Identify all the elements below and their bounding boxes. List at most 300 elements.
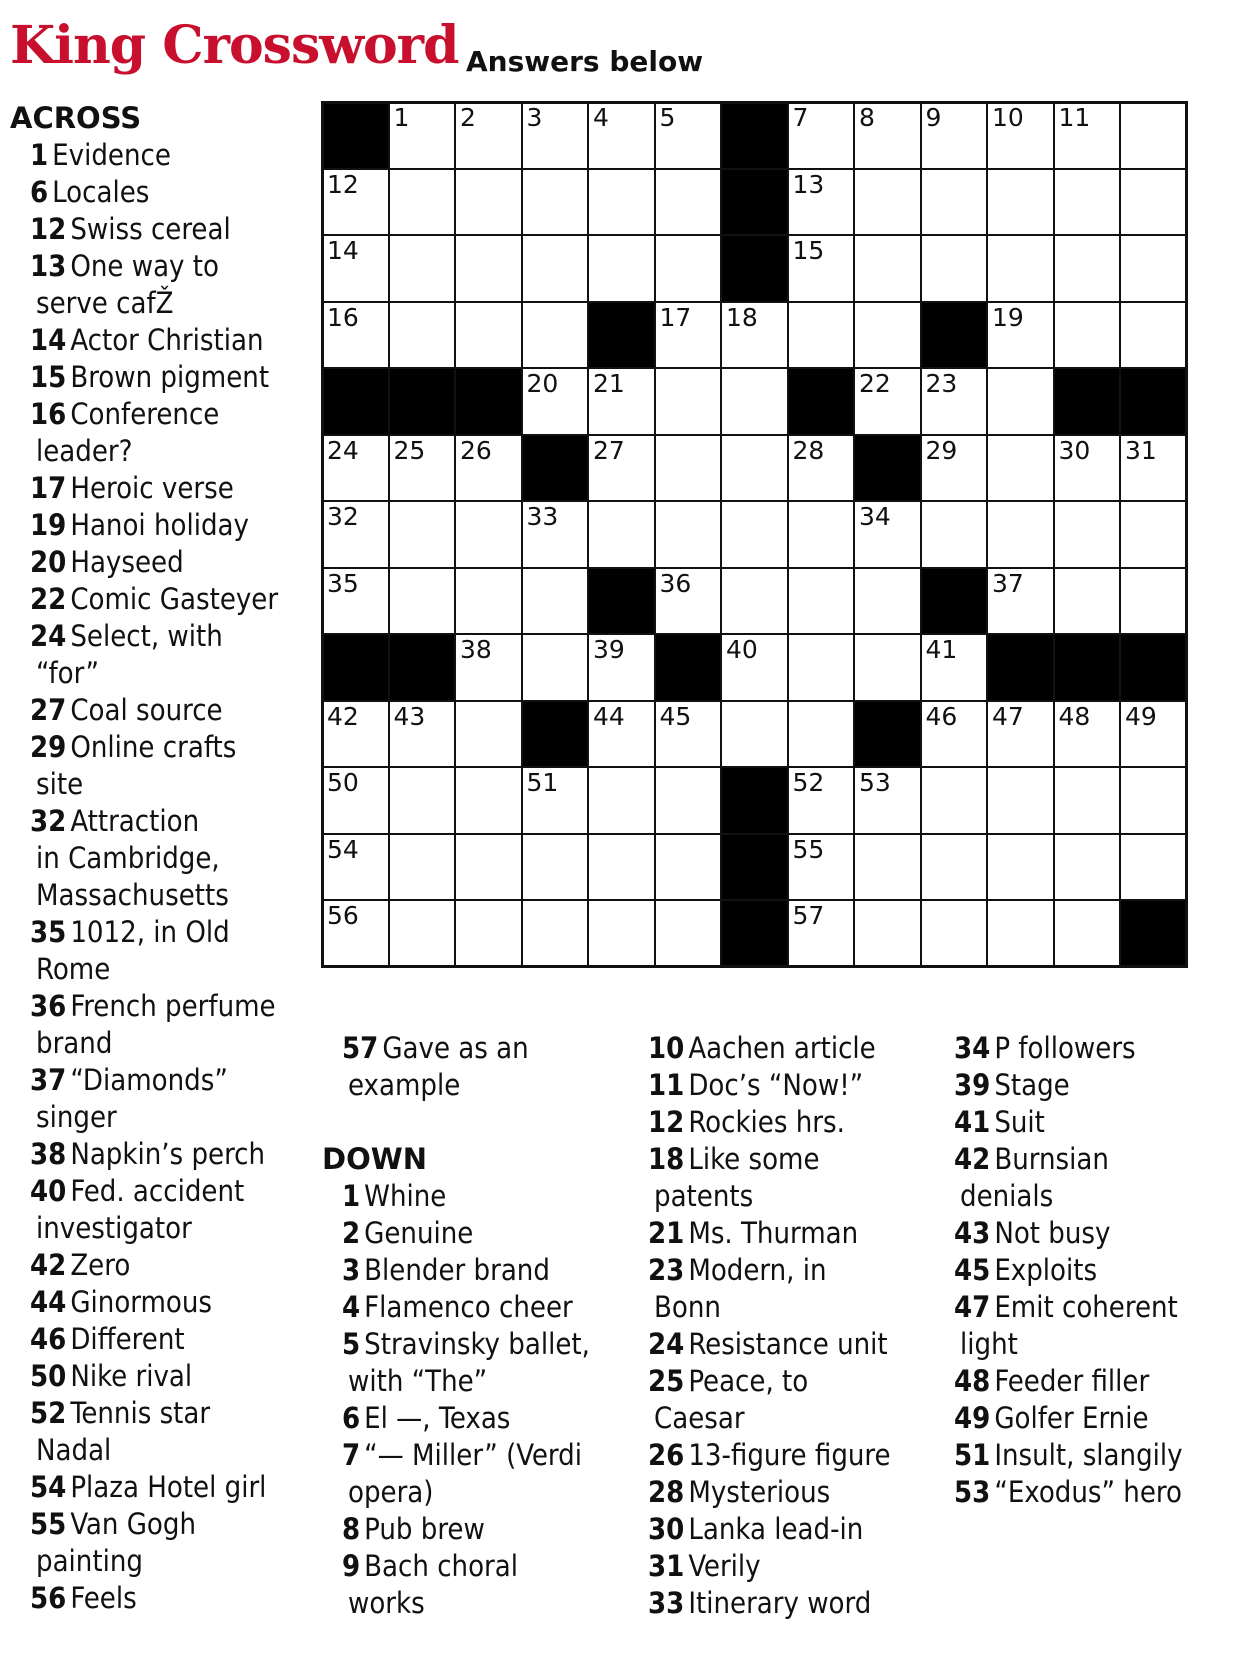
clue-line [10,1506,310,1543]
grid-cell[interactable] [522,169,589,236]
grid-cell[interactable] [322,834,389,901]
grid-cell[interactable] [921,102,988,169]
grid-cell[interactable] [854,900,921,967]
clue-number: 40 [30,1174,67,1208]
grid-cell[interactable] [854,235,921,302]
cell-number: 9 [925,103,942,132]
grid-cell[interactable] [921,501,988,568]
grid-cell[interactable] [721,634,788,701]
clue-text: Ms. Thurman [688,1216,859,1250]
grid-line [787,101,789,968]
grid-cell[interactable] [588,102,655,169]
clue-number: 51 [954,1438,991,1472]
grid-cell[interactable] [1054,235,1121,302]
clue-line [10,766,310,803]
grid-cell[interactable] [788,568,855,635]
grid-cell[interactable] [588,701,655,768]
clue-text: Mysterious [688,1475,831,1509]
cell-number: 40 [726,635,758,664]
grid-cell[interactable] [854,169,921,236]
cell-number: 44 [593,701,625,731]
clue-number: 16 [30,397,67,431]
cell-number: 4 [593,103,609,132]
grid-cell[interactable] [655,102,722,169]
grid-cell[interactable] [1054,169,1121,236]
grid-cell[interactable] [854,767,921,834]
clue-number: 43 [954,1216,991,1250]
grid-cell[interactable] [854,634,921,701]
grid-cell[interactable] [522,501,589,568]
clue-line [934,1326,1244,1363]
grid-cell[interactable] [721,501,788,568]
grid-cell[interactable] [455,701,522,768]
clue-number: 9 [342,1549,361,1583]
grid-cell[interactable] [455,568,522,635]
clue-number: 8 [342,1512,361,1546]
grid-cell[interactable] [322,701,389,768]
grid-cell[interactable] [788,302,855,369]
grid-cell[interactable] [788,102,855,169]
black-square [721,767,788,834]
black-square [1120,634,1187,701]
clue-number: 45 [954,1253,991,1287]
clue-line [10,137,310,174]
clue-text: Napkin’s perch [70,1137,266,1171]
grid-cell[interactable] [987,501,1054,568]
grid-cell[interactable] [987,169,1054,236]
grid-cell[interactable] [721,435,788,502]
grid-cell[interactable] [788,834,855,901]
grid-cell[interactable] [455,834,522,901]
clue-text: Resistance unit [688,1327,888,1361]
grid-cell[interactable] [389,501,456,568]
grid-line [521,101,523,968]
clue-text: Heroic verse [70,471,234,505]
grid-line [986,101,988,968]
clue-number: 12 [648,1105,685,1139]
grid-cell[interactable] [655,435,722,502]
clue-line [628,1067,928,1104]
clue-line [10,692,310,729]
black-square [1054,368,1121,435]
grid-cell[interactable] [921,169,988,236]
grid-cell[interactable] [987,834,1054,901]
grid-line [321,367,1188,369]
grid-cell[interactable] [455,900,522,967]
grid-cell[interactable] [389,235,456,302]
grid-cell[interactable] [389,435,456,502]
grid-cell[interactable] [987,235,1054,302]
grid-cell[interactable] [1120,102,1187,169]
grid-cell[interactable] [1054,900,1121,967]
clue-number: 39 [954,1068,991,1102]
clue-line [322,1030,622,1067]
clue-text: Actor Christian [70,323,264,357]
grid-line [321,766,1188,768]
grid-cell[interactable] [1120,701,1187,768]
clue-number: 42 [954,1142,991,1176]
grid-cell[interactable] [455,501,522,568]
grid-cell[interactable] [921,834,988,901]
grid-cell[interactable] [1120,302,1187,369]
grid-cell[interactable] [1120,767,1187,834]
clue-text: El —, Texas [364,1401,511,1435]
black-square [522,701,589,768]
grid-cell[interactable] [854,568,921,635]
grid-cell[interactable] [588,767,655,834]
grid-line [321,899,1188,901]
cell-number: 14 [327,236,359,265]
clue-line [10,433,310,470]
grid-cell[interactable] [655,767,722,834]
grid-cell[interactable] [921,368,988,435]
cell-number: 33 [526,502,559,531]
clue-number: 54 [30,1470,67,1504]
clue-line [934,1437,1244,1474]
grid-cell[interactable] [389,302,456,369]
grid-cell[interactable] [655,701,722,768]
clue-number: 46 [30,1322,67,1356]
grid-cell[interactable] [987,368,1054,435]
clue-line [322,1437,622,1474]
clue-line [628,1215,928,1252]
grid-cell[interactable] [522,767,589,834]
grid-cell[interactable] [1054,302,1121,369]
clue-line [934,1104,1244,1141]
clue-line [628,1363,928,1400]
grid-cell[interactable] [455,102,522,169]
grid-cell[interactable] [721,302,788,369]
clue-text: Pub brew [364,1512,485,1546]
clue-number: 53 [954,1475,991,1509]
grid-cell[interactable] [455,634,522,701]
black-square [721,102,788,169]
grid-cell[interactable] [655,368,722,435]
clue-number: 35 [30,915,67,949]
grid-cell[interactable] [1054,102,1121,169]
clue-number: 1 [30,138,49,172]
grid-cell[interactable] [322,900,389,967]
clue-text: Burnsian [994,1142,1109,1176]
clue-text: Stage [994,1068,1070,1102]
clue-line [10,914,310,951]
cell-number: 13 [792,169,825,199]
clue-text: Blender brand [364,1253,550,1287]
grid-cell[interactable] [788,634,855,701]
clue-number: 12 [30,212,67,246]
grid-cell[interactable] [854,834,921,901]
clue-line [10,174,310,211]
grid-cell[interactable] [522,102,589,169]
grid-cell[interactable] [322,302,389,369]
grid-cell[interactable] [1120,435,1187,502]
grid-cell[interactable] [588,169,655,236]
black-square [1054,634,1121,701]
clue-line [10,1543,310,1580]
clue-line [628,1252,928,1289]
grid-cell[interactable] [854,501,921,568]
grid-line [321,168,1188,170]
cell-number: 53 [859,768,891,797]
cell-number: 17 [659,302,692,332]
clue-number: 36 [30,989,67,1023]
cell-number: 10 [992,103,1024,132]
grid-line [1119,101,1121,968]
black-square [721,235,788,302]
clue-text: “— Miller” (Verdi [364,1438,582,1472]
grid-cell[interactable] [588,834,655,901]
clue-number: 17 [30,471,67,505]
grid-line [321,101,324,968]
grid-cell[interactable] [522,235,589,302]
clue-text: patents [654,1179,754,1213]
cell-number: 38 [460,635,492,664]
clue-line [628,1437,928,1474]
grid-cell[interactable] [655,834,722,901]
grid-cell[interactable] [522,900,589,967]
grid-cell[interactable] [788,235,855,302]
clue-number: 34 [954,1031,991,1065]
clue-text: Feeder filler [994,1364,1150,1398]
grid-cell[interactable] [788,501,855,568]
grid-cell[interactable] [854,368,921,435]
grid-cell[interactable] [1120,501,1187,568]
grid-cell[interactable] [721,701,788,768]
clue-number: 31 [648,1549,685,1583]
clue-line [10,655,310,692]
grid-cell[interactable] [455,435,522,502]
grid-line [321,633,1188,635]
cell-number: 47 [992,701,1024,731]
grid-cell[interactable] [655,302,722,369]
grid-cell[interactable] [788,169,855,236]
cell-number: 21 [593,369,625,398]
grid-cell[interactable] [389,102,456,169]
grid-line [321,234,1188,236]
grid-cell[interactable] [655,900,722,967]
clue-number: 18 [648,1142,685,1176]
clue-number: 48 [954,1364,991,1398]
clue-line [628,1178,928,1215]
clue-line [628,1548,928,1585]
grid-cell[interactable] [588,634,655,701]
grid-line [321,434,1188,436]
clue-text: Not busy [994,1216,1111,1250]
clue-text: with “The” [348,1364,488,1398]
grid-line [587,101,589,968]
clue-text: Aachen article [688,1031,876,1065]
cell-number: 55 [792,834,825,864]
grid-cell[interactable] [389,900,456,967]
clue-number: 25 [648,1364,685,1398]
grid-cell[interactable] [1120,169,1187,236]
grid-cell[interactable] [322,435,389,502]
grid-cell[interactable] [389,701,456,768]
black-square [721,834,788,901]
grid-cell[interactable] [987,701,1054,768]
grid-cell[interactable] [1054,568,1121,635]
grid-cell[interactable] [1054,834,1121,901]
cell-number: 56 [327,901,359,930]
grid-cell[interactable] [655,501,722,568]
clue-number: 2 [342,1216,361,1250]
grid-cell[interactable] [921,767,988,834]
clue-text: Ginormous [70,1285,212,1319]
grid-cell[interactable] [788,900,855,967]
clue-text: Hanoi holiday [70,508,249,542]
grid-cell[interactable] [921,435,988,502]
clue-line [322,1585,622,1622]
grid-line [1053,101,1055,968]
black-square [389,634,456,701]
clue-text: Feels [70,1581,137,1615]
black-square [1120,900,1187,967]
black-square [854,701,921,768]
clue-number: 5 [342,1327,361,1361]
clue-text: Insult, slangily [994,1438,1183,1472]
grid-line [321,965,1188,968]
grid-cell[interactable] [455,302,522,369]
down-heading: DOWN [322,1142,427,1176]
grid-cell[interactable] [455,169,522,236]
grid-cell[interactable] [1054,701,1121,768]
clue-text: Stravinsky ballet, [364,1327,590,1361]
clue-line [10,1284,310,1321]
grid-cell[interactable] [921,701,988,768]
clue-text: Tennis star [70,1396,211,1430]
black-square [322,368,389,435]
grid-cell[interactable] [788,767,855,834]
grid-cell[interactable] [522,834,589,901]
clue-line [322,1474,622,1511]
clue-text: Massachusetts [36,878,229,912]
grid-cell[interactable] [854,302,921,369]
grid-cell[interactable] [987,435,1054,502]
clue-line [322,1178,622,1215]
clue-number: 24 [648,1327,685,1361]
grid-cell[interactable] [389,767,456,834]
clue-number: 26 [648,1438,685,1472]
clue-text: opera) [348,1475,434,1509]
grid-cell[interactable] [522,302,589,369]
black-square [987,634,1054,701]
grid-cell[interactable] [322,568,389,635]
grid-cell[interactable] [987,102,1054,169]
clue-line [10,1210,310,1247]
grid-cell[interactable] [788,701,855,768]
grid-cell[interactable] [588,900,655,967]
clue-text: works [348,1586,425,1620]
clue-column-2 [322,1030,622,1622]
grid-cell[interactable] [522,368,589,435]
cell-number: 36 [659,568,692,598]
grid-cell[interactable] [655,169,722,236]
grid-cell[interactable] [721,368,788,435]
grid-cell[interactable] [987,302,1054,369]
grid-cell[interactable] [987,568,1054,635]
grid-cell[interactable] [588,235,655,302]
cell-number: 50 [327,768,359,797]
grid-cell[interactable] [921,900,988,967]
clue-text: brand [36,1026,113,1060]
clue-line [10,507,310,544]
clue-number: 10 [648,1031,685,1065]
grid-cell[interactable] [655,235,722,302]
grid-cell[interactable] [921,634,988,701]
grid-cell[interactable] [322,235,389,302]
clue-line [322,1067,622,1104]
grid-cell[interactable] [455,235,522,302]
grid-cell[interactable] [455,767,522,834]
clue-text: Comic Gasteyer [70,582,279,616]
black-square [721,169,788,236]
clue-text: P followers [994,1031,1136,1065]
clue-line [934,1067,1244,1104]
grid-cell[interactable] [522,568,589,635]
grid-cell[interactable] [1054,501,1121,568]
clue-text: Gave as an [382,1031,529,1065]
grid-cell[interactable] [588,368,655,435]
clue-line [628,1030,928,1067]
grid-cell[interactable] [522,634,589,701]
cell-number: 41 [925,635,958,664]
grid-cell[interactable] [1120,568,1187,635]
grid-cell[interactable] [721,568,788,635]
grid-cell[interactable] [655,568,722,635]
clue-line [628,1141,928,1178]
clue-text: Rockies hrs. [688,1105,845,1139]
across-heading: ACROSS [10,101,142,135]
grid-cell[interactable] [588,501,655,568]
cell-number: 28 [792,435,825,465]
grid-cell[interactable] [788,435,855,502]
clue-number: 11 [648,1068,685,1102]
grid-cell[interactable] [987,767,1054,834]
cell-number: 20 [526,369,559,398]
clue-number: 3 [342,1253,361,1287]
clue-text: Lanka lead-in [688,1512,864,1546]
clue-number: 24 [30,619,67,653]
grid-cell[interactable] [322,767,389,834]
grid-cell[interactable] [322,501,389,568]
clue-text: One way to [70,249,219,283]
black-square [588,302,655,369]
clue-number: 32 [30,804,67,838]
clue-line [322,1215,622,1252]
clue-number: 30 [648,1512,685,1546]
grid-cell[interactable] [389,834,456,901]
grid-cell[interactable] [389,568,456,635]
clue-number: 47 [954,1290,991,1324]
grid-cell[interactable] [1054,767,1121,834]
clue-line [10,1432,310,1469]
grid-cell[interactable] [987,900,1054,967]
grid-cell[interactable] [1120,834,1187,901]
clue-text: Nadal [36,1433,112,1467]
clue-line [10,1136,310,1173]
clue-line [10,211,310,248]
cell-number: 45 [659,701,692,731]
grid-cell[interactable] [389,169,456,236]
grid-cell[interactable] [854,102,921,169]
grid-cell[interactable] [588,435,655,502]
grid-cell[interactable] [1120,235,1187,302]
clue-line [322,1400,622,1437]
grid-cell[interactable] [322,169,389,236]
clue-text: Whine [364,1179,447,1213]
grid-cell[interactable] [921,235,988,302]
grid-cell[interactable] [1054,435,1121,502]
